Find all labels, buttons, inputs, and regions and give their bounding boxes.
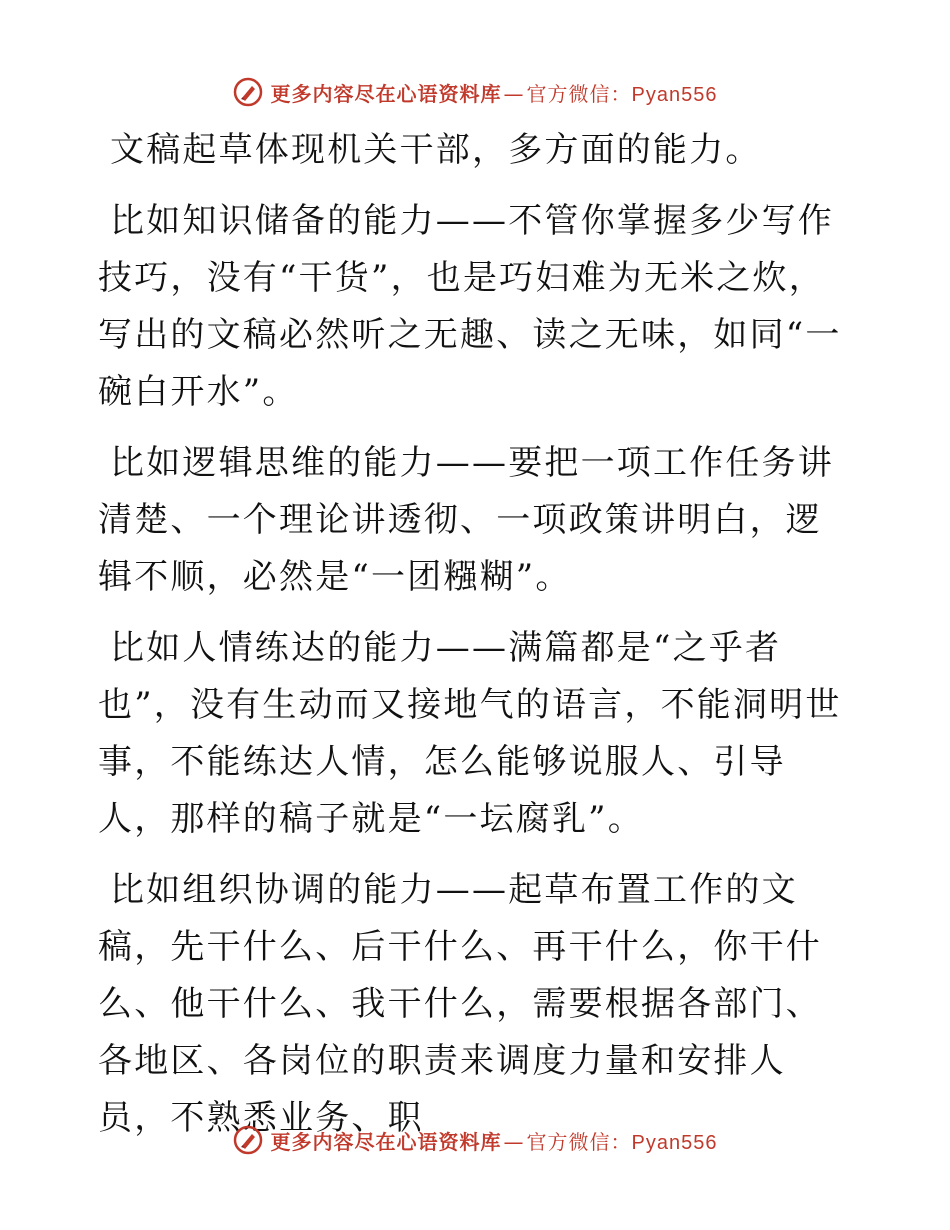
pen-logo-icon bbox=[233, 77, 263, 107]
watermark-id: Pyan556 bbox=[631, 83, 718, 106]
header-watermark bbox=[0, 72, 950, 112]
watermark-id: Pyan556 bbox=[631, 1131, 718, 1154]
paragraph-1: 文稿起草体现机关干部，多方面的能力。 bbox=[110, 130, 762, 170]
watermark-brand: 更多内容尽在心语资料库 bbox=[270, 81, 502, 106]
watermark-brand: 更多内容尽在心语资料库 bbox=[270, 1129, 502, 1154]
paragraph-2: 比如知识储备的能力——不管你掌握多少写作技巧，没有“干货”，也是巧妇难为无米之炊，写出的文稿必然听之无趣、读之无味，如同“一碗白开水”。 bbox=[98, 201, 842, 412]
pen-logo-icon bbox=[233, 1125, 263, 1155]
document-body bbox=[98, 122, 850, 1161]
watermark-text bbox=[271, 1126, 718, 1155]
paragraph-3: 比如逻辑思维的能力——要把一项工作任务讲清楚、一个理论讲透彻、一项政策讲明白，逻辑不顺，必然是“一团糨糊”。 bbox=[98, 443, 834, 597]
paragraph-5: 比如组织协调的能力——起草布置工作的文稿，先干什么、后干什么、再干什么，你干什么、他干什么、我干什么，需要根据各部门、各地区、各岗位的职责来调度力量和安排人员，不熟悉业务、职 bbox=[98, 870, 822, 1138]
footer-watermark bbox=[0, 1120, 950, 1160]
paragraph-4: 比如人情练达的能力——满篇都是“之乎者也”，没有生动而又接地气的语言，不能洞明世事，不能练达人情，怎么能够说服人、引导人，那样的稿子就是“一坛腐乳”。 bbox=[98, 628, 842, 839]
watermark-official: 官方微信： bbox=[526, 81, 632, 106]
watermark-dash: — bbox=[503, 1129, 525, 1154]
watermark-dash: — bbox=[503, 81, 525, 106]
watermark-text bbox=[271, 78, 718, 107]
watermark-official: 官方微信： bbox=[526, 1129, 632, 1154]
